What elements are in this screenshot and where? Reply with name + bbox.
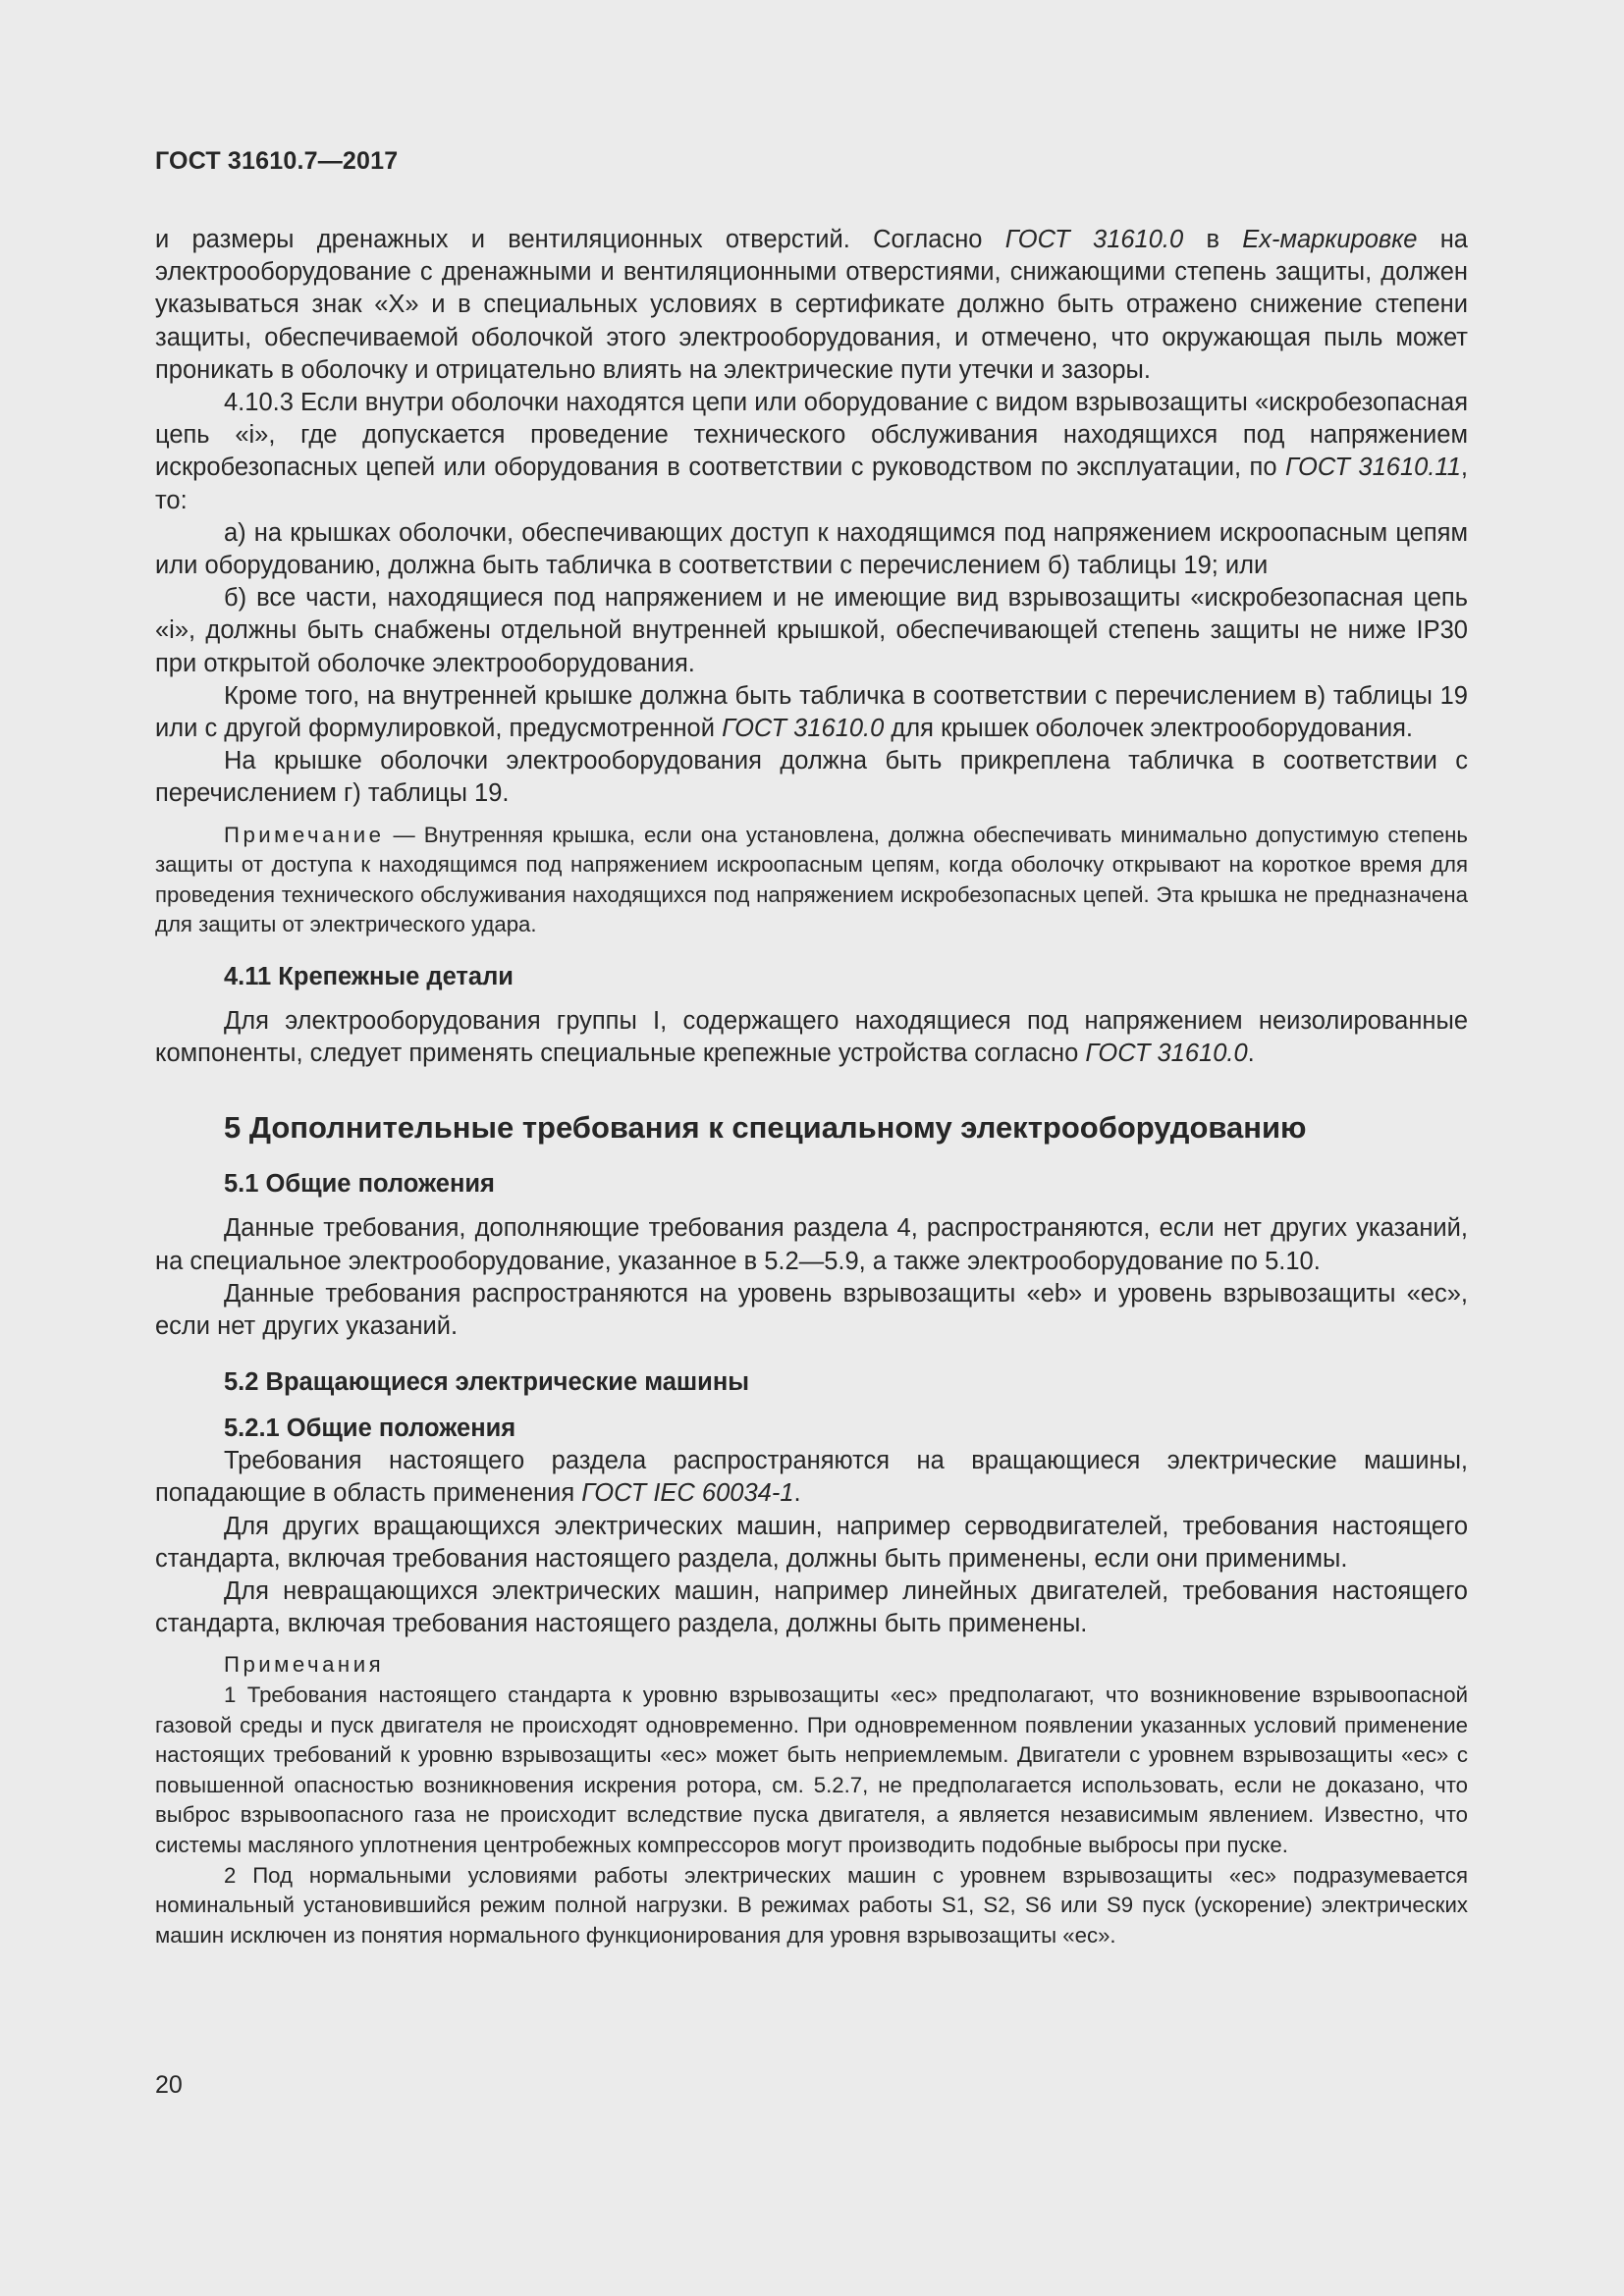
standard-reference: ГОСТ IEC 60034-1 bbox=[581, 1479, 794, 1508]
paragraph: Кроме того, на внутренней крышке должна быть табличка в соответствии с перечислением в) таблицы 19 или с другой формулировкой, предусмотренной ГОСТ 31610.0 для крышек оболочек электрооборудования. bbox=[155, 681, 1468, 743]
term-reference: Ex-маркировке bbox=[1242, 226, 1418, 253]
standard-reference: ГОСТ 31610.11 bbox=[1284, 454, 1461, 482]
paragraph: Данные требования распространяются на уровень взрывозащиты «eb» и уровень взрывозащиты «ec», если нет других указаний. bbox=[155, 1279, 1468, 1341]
note-label: Примечание bbox=[224, 822, 385, 847]
note: Примечание — Внутренняя крышка, если она установлена, должна обеспечивать минимально допустимую степень защиты от доступа к находящимся под напряжением искроопасным цепям, когда оболочку открывают на короткое время для проведения технического обслуживания находящихся под напряжением искробезопасных цепей. Эта крышка не предназначена для защиты от электрического удара. bbox=[155, 822, 1468, 937]
paragraph: Для невращающихся электрических машин, например линейных двигателей, требования настоящего стандарта, включая требования настоящего раздела, должны быть применены. bbox=[155, 1577, 1468, 1638]
paragraph: Требования настоящего раздела распространяются на вращающиеся электрические машины, попадающие в область применения ГОСТ IEC 60034-1. bbox=[155, 1447, 1468, 1508]
section-heading-5-1: 5.1 Общие положения bbox=[224, 1170, 495, 1199]
list-item-b: б) все части, находящиеся под напряжением и не имеющие вид взрывозащиты «искробезопасная цепь «i», должны быть снабжены отдельной внутренней крышкой, обеспечивающей степень защиты не ниже IP30 при открытой оболочке электрооборудования. bbox=[155, 584, 1468, 677]
standard-reference: ГОСТ 31610.0 bbox=[1004, 226, 1184, 253]
section-heading-4-11: 4.11 Крепежные детали bbox=[224, 963, 514, 991]
paragraph: Для электрооборудования группы I, содержащего находящиеся под напряжением неизолированные компоненты, следует применять специальные крепежные устройства согласно ГОСТ 31610.0. bbox=[155, 1007, 1468, 1068]
document-body bbox=[155, 224, 1468, 1950]
paragraph: Данные требования, дополняющие требования раздела 4, распространяются, если нет других указаний, на специальное электрооборудование, указанное в 5.2—5.9, а также электрооборудование по 5.10. bbox=[155, 1214, 1468, 1275]
section-heading-5-2: 5.2 Вращающиеся электрические машины bbox=[224, 1368, 750, 1397]
document-header: ГОСТ 31610.7—2017 bbox=[155, 147, 399, 175]
page-number: 20 bbox=[155, 2071, 183, 2099]
paragraph: Для других вращающихся электрических машин, например серводвигателей, требования настоящего стандарта, включая требования настоящего раздела, должны быть применены, если они применимы. bbox=[155, 1512, 1468, 1573]
notes-label: Примечания bbox=[224, 1652, 385, 1678]
note-item-1: 1 Требования настоящего стандарта к уровню взрывозащиты «ec» предполагают, что возникновение взрывоопасной газовой среды и пуск двигателя не происходят одновременно. При одновременном появлении указанных условий применение настоящих требований к уровню взрывозащиты «ec» может быть неприемлемым. Двигатели с уровнем взрывозащиты «ec» с повышенной опасностью возникновения искрения ротора, см. 5.2.7, не предполагается использовать, если не доказано, что выброс взрывоопасного газа не происходит вследствие пуска двигателя, а является независимым явлением. Известно, что системы масляного уплотнения центробежных компрессоров могут производить подобные выбросы при пуске. bbox=[155, 1682, 1468, 1858]
list-item-a: а) на крышках оболочки, обеспечивающих доступ к находящимся под напряжением искроопасным цепям или оборудованию, должна быть табличка в соответствии с перечислением б) таблицы 19; или bbox=[155, 518, 1468, 580]
section-heading-5: 5 Дополнительные требования к специальному электрооборудованию bbox=[224, 1110, 1307, 1146]
note-item-2: 2 Под нормальными условиями работы электрических машин с уровнем взрывозащиты «ec» подразумевается номинальный установившийся режим полной нагрузки. В режимах работы S1, S2, S6 или S9 пуск (ускорение) электрических машин исключен из понятия нормального функционирования для уровня взрывозащиты «ec». bbox=[155, 1862, 1468, 1948]
clause-4-10-3: 4.10.3 Если внутри оболочки находятся цепи или оборудование с видом взрывозащиты «искробезопасная цепь «i», где допускается проведение технического обслуживания находящихся под напряжением искробезопасных цепей или оборудования в соответствии с руководством по эксплуатации, по ГОСТ 31610.11, то: bbox=[155, 389, 1468, 514]
section-heading-5-2-1: 5.2.1 Общие положения bbox=[224, 1415, 516, 1443]
paragraph: и размеры дренажных и вентиляционных отверстий. Согласно ГОСТ 31610.0 в Ex-маркировке на электрооборудование с дренажными и вентиляционными отверстиями, снижающими степень защиты, должен указываться знак «X» и в специальных условиях в сертификате должно быть отражено снижение степени защиты, обеспечиваемой оболочкой этого электрооборудования, и отмечено, что окружающая пыль может проникать в оболочку и отрицательно влиять на электрические пути утечки и зазоры. bbox=[155, 226, 1468, 384]
standard-reference: ГОСТ 31610.0 bbox=[722, 715, 885, 743]
standard-reference: ГОСТ 31610.0 bbox=[1085, 1040, 1248, 1068]
paragraph: На крышке оболочки электрооборудования должна быть прикреплена табличка в соответствии с перечислением г) таблицы 19. bbox=[155, 747, 1468, 808]
